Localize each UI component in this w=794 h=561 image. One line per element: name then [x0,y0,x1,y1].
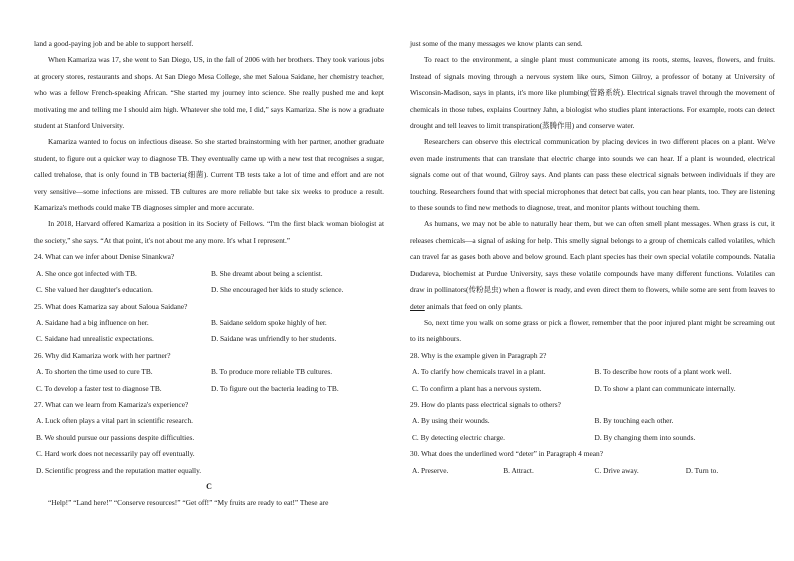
question-24 [34,249,384,298]
option-a: A. By using their wounds. [412,416,490,426]
question-stem: 28. Why is the example given in Paragraph 2? [410,350,547,360]
question-stem: 29. How do plants pass electrical signals to others? [410,399,561,409]
option-d: D. Turn to. [685,465,719,475]
option-a: A. To clarify how chemicals travel in a plant. [412,367,546,377]
paragraph: In 2018, Harvard offered Kamariza a position in its Society of Fellows. “I'm the first black woman biologist at the society,” she says. “At that point, it's not about me any more. It's what I represent.” [34,219,384,245]
option-c: C. Hard work does not necessarily pay off eventually. [36,449,195,459]
question-30 [410,446,775,479]
left-column [34,36,384,511]
question-28 [410,348,775,397]
option-c: C. Drive away. [594,465,639,475]
option-a: A. Luck often plays a vital part in scientific research. [36,416,193,426]
paragraph: Researchers can observe this electrical communication by placing devices in two different places on a plant. We've even made instruments that can translate that electric charge into sounds we can hear. If a plant is wounded, electrical signals come out of that wound, Gilroy says. And plants can pass these electrical signals between individuals if they are touching. Researchers found that with special microphones that detect bat calls, you can hear plants, too. They are listening to these sounds to find new methods to diagnose, treat, and monitor plants without touching them. [410,137,775,213]
option-b: B. Saidane seldom spoke highly of her. [211,317,327,327]
paragraph [410,216,775,314]
underlined-word: deter [410,301,425,311]
option-b: B. She dreamt about being a scientist. [211,268,323,278]
paragraph: Kamariza wanted to focus on infectious disease. So she started brainstorming with her partner, another graduate student, to figure out a quicker way to diagnose TB. They eventually came up with a new test that recognises a sugar, called trehalose, that is only found in TB bacteria(细菌). Current TB tests take a lot of time and effort and are not very sensitive—some infections are missed. TB cultures are more reliable but take six weeks to produce a result. Kamariza's methods could make TB diagnoses simpler and more accurate. [34,137,384,213]
option-d: D. To show a plant can communicate internally. [594,383,736,393]
option-c: C. To develop a faster test to diagnose TB. [36,383,162,393]
paragraph: “Help!” “Land here!” “Conserve resources!” “Get off!” “My fruits are ready to eat!” These are [48,497,329,507]
option-c: C. To confirm a plant has a nervous system. [412,383,542,393]
option-a: A. She once got infected with TB. [36,268,137,278]
paragraph: To react to the environment, a single plant must communicate among its roots, stems, leaves, flowers, and fruits. Instead of signals moving through a nervous system like ours, Simon Gilroy, a professor of botany at University of Wisconsin-Madison, says in plants, it's more like plumbing(管路系统). Electrical signals travel through the movement of chemicals in those tubes, explains Courtney Jahn, a biologist who studies plant interactions. For example, roots can detect drought and tell leaves to limit transpiration(蒸腾作用) and conserve water. [410,55,775,131]
option-c: C. She valued her daughter's education. [36,285,153,295]
paragraph: When Kamariza was 17, she went to San Diego, US, in the fall of 2006 with her brothers. They took various jobs at grocery stores, restaurants and shops. At San Diego Mesa College, she met Saloua Saidane, her chemistry teacher, who was a fellow French-speaking African. “She started my journey into science. She really pushed me and kept motivating me and telling me I should aim high. Whatever she told me, I did,” says Kamariza. She is now a graduate student at Stanford University. [34,55,384,131]
option-c: C. Saidane had unrealistic expectations. [36,334,154,344]
option-b: B. Attract. [503,465,534,475]
option-d: D. Scientific progress and the reputation matter equally. [36,465,202,475]
question-stem: 30. What does the underlined word “deter” in Paragraph 4 mean? [410,449,603,459]
option-a: A. Saidane had a big influence on her. [36,317,149,327]
option-a: A. To shorten the time used to cure TB. [36,367,153,377]
option-d: D. To figure out the bacteria leading to TB. [211,383,339,393]
option-c: C. By detecting electric charge. [412,432,506,442]
section-heading: C [206,481,212,491]
question-27 [34,397,384,479]
paragraph: just some of the many messages we know plants can send. [410,39,583,48]
paragraph: land a good-paying job and be able to support herself. [34,39,194,48]
question-stem: 25. What does Kamariza say about Saloua Saidane? [34,301,188,311]
question-29 [410,397,775,446]
option-b: B. By touching each other. [594,416,674,426]
option-a: A. Preserve. [412,465,449,475]
question-stem: 26. Why did Kamariza work with her partner? [34,350,171,360]
paragraph: So, next time you walk on some grass or pick a flower, remember that the poor injured plant might be screaming out to its neighbours. [410,317,775,344]
option-d: D. Saidane was unfriendly to her students. [211,334,337,344]
paragraph-text: animals that feed on only plants. [426,301,523,311]
question-26 [34,348,384,397]
question-stem: 27. What can we learn from Kamariza's experience? [34,399,189,409]
option-d: D. By changing them into sounds. [594,432,696,442]
right-column [410,36,775,479]
option-b: B. To produce more reliable TB cultures. [211,367,333,377]
question-25 [34,299,384,348]
question-stem: 24. What can we infer about Denise Sinankwa? [34,252,175,262]
option-b: B. To describe how roots of a plant work well. [594,367,732,377]
option-b: B. We should pursue our passions despite difficulties. [36,432,195,442]
paragraph-text: As humans, we may not be able to naturally hear them, but we can often smell plant messages. When grass is cut, it releases chemicals—a signal of asking for help. This smelly signal belongs to a group of chemicals called volatiles, which can travel far as gases both above and below ground. Each plant species has their own special volatile compounds. Natalia Dudareva, biochemist at Purdue University, says these volatile compounds have many different functions. Volatiles can draw in pollinators(传粉昆虫) when a flower is ready, and even direct them to flowers, while some are sent from leaves to [410,219,775,295]
option-d: D. She encouraged her kids to study science. [211,285,344,295]
